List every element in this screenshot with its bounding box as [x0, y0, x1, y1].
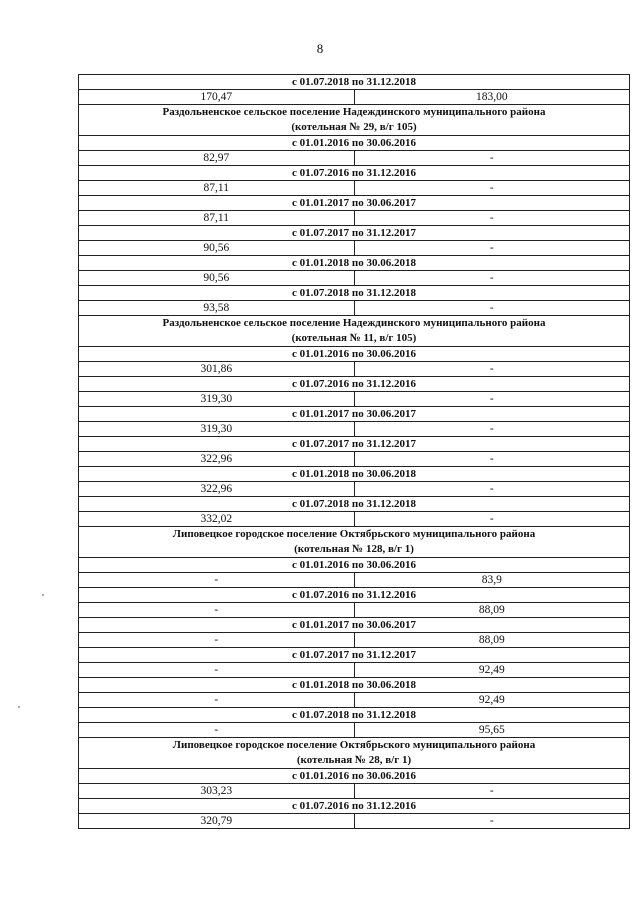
value-left-cell: - [79, 573, 355, 588]
value-right-cell: - [354, 814, 630, 829]
period-row [79, 256, 630, 271]
value-left-cell: 301,86 [79, 362, 355, 377]
period-row [79, 618, 630, 633]
value-right-cell: 92,49 [354, 663, 630, 678]
section-title: Раздольненское сельское поселение Надеждинского муниципального района [162, 106, 546, 118]
values-row [79, 271, 630, 286]
values-row [79, 814, 630, 829]
section-header-row [79, 527, 630, 558]
values-row [79, 633, 630, 648]
values-row [79, 693, 630, 708]
period-row [79, 467, 630, 482]
values-row [79, 301, 630, 316]
page-number: 8 [316, 41, 324, 56]
period-label: с 01.01.2018 по 30.06.2018 [79, 467, 630, 482]
value-right-cell: - [354, 362, 630, 377]
period-label: с 01.07.2017 по 31.12.2017 [79, 648, 630, 663]
value-left-cell: 319,30 [79, 392, 355, 407]
value-left-cell: - [79, 723, 355, 738]
value-right-cell: - [354, 151, 630, 166]
value-right-cell: 95,65 [354, 723, 630, 738]
period-label: с 01.07.2017 по 31.12.2017 [79, 226, 630, 241]
value-left-cell: 90,56 [79, 271, 355, 286]
values-row [79, 362, 630, 377]
period-row [79, 75, 630, 90]
section-header-row [79, 316, 630, 347]
value-right-cell: - [354, 181, 630, 196]
period-label: с 01.07.2018 по 31.12.2018 [79, 708, 630, 723]
period-label: с 01.01.2018 по 30.06.2018 [79, 256, 630, 271]
period-label: с 01.07.2018 по 31.12.2018 [79, 75, 630, 90]
value-right-cell: 183,00 [354, 90, 630, 105]
tariff-table-body [79, 75, 630, 829]
period-label: с 01.01.2016 по 30.06.2016 [79, 769, 630, 784]
value-left-cell: 303,23 [79, 784, 355, 799]
period-label: с 01.01.2017 по 30.06.2017 [79, 407, 630, 422]
period-row [79, 377, 630, 392]
period-row [79, 226, 630, 241]
value-left-cell: - [79, 693, 355, 708]
values-row [79, 181, 630, 196]
value-left-cell: 320,79 [79, 814, 355, 829]
values-row [79, 663, 630, 678]
period-label: с 01.07.2016 по 31.12.2016 [79, 377, 630, 392]
period-label: с 01.01.2016 по 30.06.2016 [79, 558, 630, 573]
section-subtitle: (котельная № 28, в/г 1) [296, 754, 412, 766]
period-label: с 01.07.2018 по 31.12.2018 [79, 497, 630, 512]
period-label: с 01.07.2016 по 31.12.2016 [79, 166, 630, 181]
scan-speck [42, 594, 44, 596]
value-right-cell: - [354, 452, 630, 467]
period-label: с 01.07.2016 по 31.12.2016 [79, 799, 630, 814]
value-right-cell: 92,49 [354, 693, 630, 708]
value-right-cell: - [354, 241, 630, 256]
value-left-cell: 82,97 [79, 151, 355, 166]
value-right-cell: - [354, 422, 630, 437]
value-left-cell: 87,11 [79, 211, 355, 226]
period-label: с 01.01.2017 по 30.06.2017 [79, 618, 630, 633]
value-left-cell: 93,58 [79, 301, 355, 316]
values-row [79, 723, 630, 738]
period-row [79, 166, 630, 181]
period-row [79, 136, 630, 151]
value-left-cell: 319,30 [79, 422, 355, 437]
values-row [79, 151, 630, 166]
section-subtitle: (котельная № 29, в/г 105) [291, 121, 417, 133]
scan-speck [18, 706, 20, 708]
period-row [79, 437, 630, 452]
section-subtitle: (котельная № 11, в/г 105) [291, 332, 417, 344]
section-title: Липовецкое городское поселение Октябрьского муниципального района [172, 739, 536, 751]
period-label: с 01.07.2016 по 31.12.2016 [79, 588, 630, 603]
values-row [79, 90, 630, 105]
value-right-cell: - [354, 512, 630, 527]
period-row [79, 558, 630, 573]
values-row [79, 603, 630, 618]
section-title: Раздольненское сельское поселение Надеждинского муниципального района [162, 317, 546, 329]
value-left-cell: - [79, 633, 355, 648]
value-left-cell: - [79, 663, 355, 678]
values-row [79, 482, 630, 497]
section-title: Липовецкое городское поселение Октябрьского муниципального района [172, 528, 536, 540]
values-row [79, 392, 630, 407]
section-header-row [79, 738, 630, 769]
period-label: с 01.07.2018 по 31.12.2018 [79, 286, 630, 301]
section-header-row [79, 105, 630, 136]
value-right-cell: - [354, 482, 630, 497]
value-right-cell: 88,09 [354, 603, 630, 618]
value-left-cell: 87,11 [79, 181, 355, 196]
values-row [79, 211, 630, 226]
section-header-cell [79, 527, 630, 558]
value-left-cell: 90,56 [79, 241, 355, 256]
values-row [79, 573, 630, 588]
section-header-cell [79, 316, 630, 347]
period-row [79, 678, 630, 693]
values-row [79, 422, 630, 437]
section-header-cell [79, 105, 630, 136]
period-row [79, 648, 630, 663]
value-left-cell: 322,96 [79, 452, 355, 467]
value-right-cell: 88,09 [354, 633, 630, 648]
period-row [79, 407, 630, 422]
values-row [79, 512, 630, 527]
tariff-table [78, 74, 630, 829]
value-right-cell: - [354, 784, 630, 799]
period-row [79, 769, 630, 784]
values-row [79, 241, 630, 256]
period-row [79, 588, 630, 603]
section-subtitle: (котельная № 128, в/г 1) [294, 543, 414, 555]
value-right-cell: - [354, 301, 630, 316]
value-left-cell: - [79, 603, 355, 618]
period-row [79, 708, 630, 723]
section-header-cell [79, 738, 630, 769]
value-left-cell: 322,96 [79, 482, 355, 497]
value-right-cell: 83,9 [354, 573, 630, 588]
period-row [79, 497, 630, 512]
value-right-cell: - [354, 271, 630, 286]
period-row [79, 286, 630, 301]
period-label: с 01.07.2017 по 31.12.2017 [79, 437, 630, 452]
period-row [79, 196, 630, 211]
value-right-cell: - [354, 211, 630, 226]
period-label: с 01.01.2018 по 30.06.2018 [79, 678, 630, 693]
period-label: с 01.01.2016 по 30.06.2016 [79, 136, 630, 151]
period-label: с 01.01.2016 по 30.06.2016 [79, 347, 630, 362]
value-left-cell: 332,02 [79, 512, 355, 527]
period-label: с 01.01.2017 по 30.06.2017 [79, 196, 630, 211]
values-row [79, 452, 630, 467]
value-left-cell: 170,47 [79, 90, 355, 105]
value-right-cell: - [354, 392, 630, 407]
period-row [79, 799, 630, 814]
period-row [79, 347, 630, 362]
values-row [79, 784, 630, 799]
